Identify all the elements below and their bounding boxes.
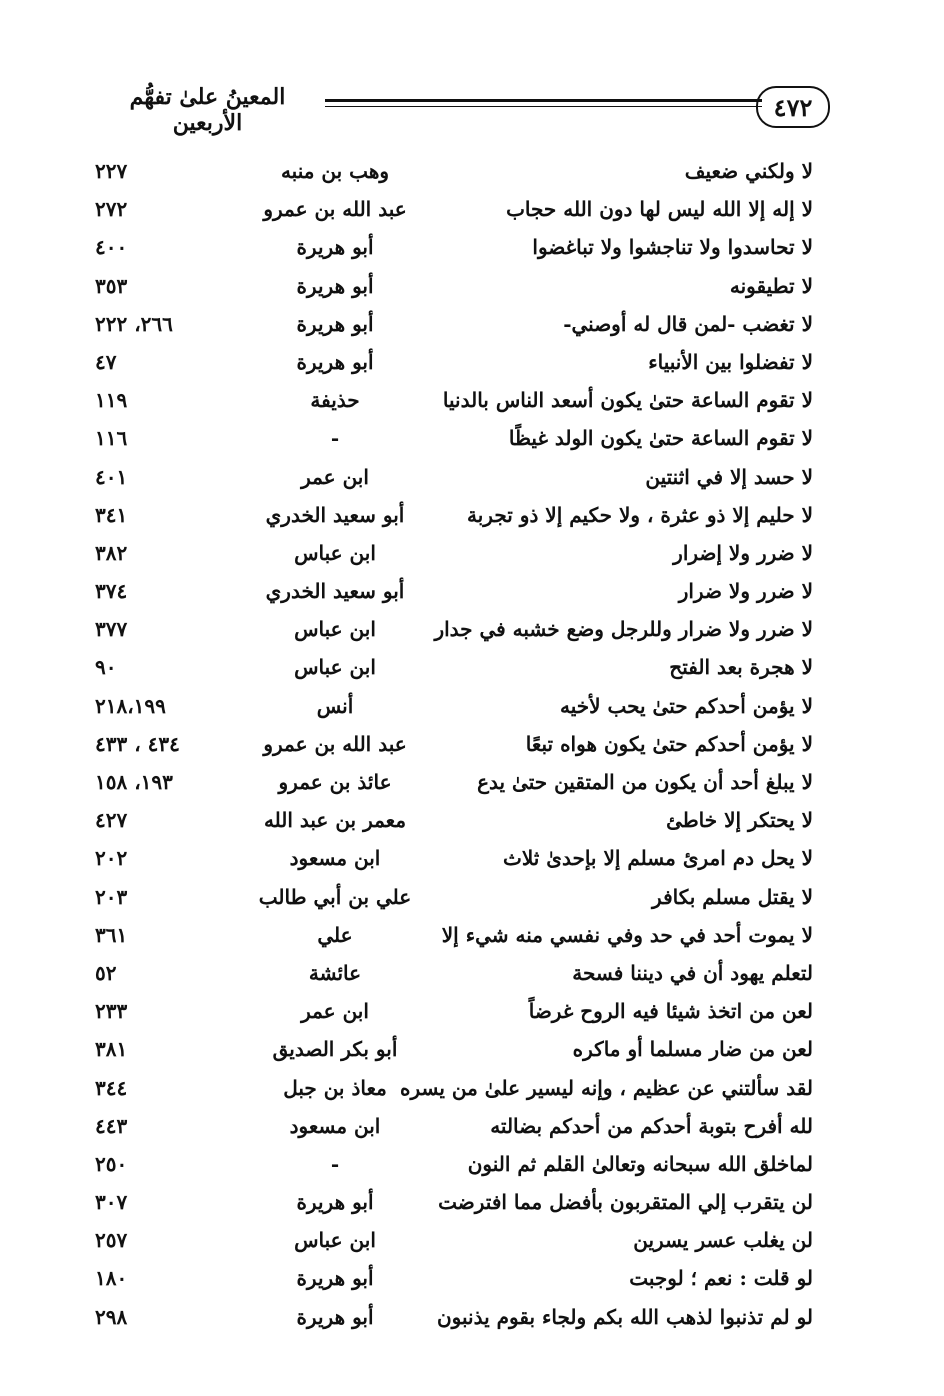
hadith-text: لا إله إلا الله ليس لها دون الله حجاب	[506, 197, 813, 222]
page-refs: ٢٥٧	[95, 1228, 128, 1253]
hadith-text: لو لم تذنبوا لذهب الله بكم ولجاء بقوم يذنبون	[436, 1304, 813, 1329]
index-row	[95, 1260, 825, 1298]
hadith-text: لا هجرة بعد الفتح	[669, 655, 813, 680]
index-row	[95, 497, 825, 535]
index-row	[95, 764, 825, 802]
hadith-text: لا تقوم الساعة حتىٰ يكون أسعد الناس بالدنيا	[442, 388, 813, 413]
index-row	[95, 840, 825, 878]
hadith-index-list	[95, 153, 825, 1337]
index-row	[95, 1222, 825, 1260]
index-row	[95, 420, 825, 458]
index-row	[95, 802, 825, 840]
hadith-text: لا يحتكر إلا خاطئ	[666, 808, 813, 833]
index-row	[95, 268, 825, 306]
index-row	[95, 1070, 825, 1108]
index-row	[95, 344, 825, 382]
page-refs: ٣٧٧	[95, 617, 128, 642]
page-refs: ٢٠٢	[95, 846, 128, 871]
hadith-text: لا يؤمن أحدكم حتىٰ يحب لأخيه	[559, 693, 813, 718]
narrator-name: أبو هريرة	[296, 349, 374, 374]
narrator-name: ابن عباس	[294, 1228, 376, 1253]
page-refs: ٤٠١	[95, 464, 128, 489]
index-row	[95, 993, 825, 1031]
hadith-text: لا يؤمن أحدكم حتىٰ يكون هواه تبعًا	[525, 731, 813, 756]
hadith-text: لا يقتل مسلم بكافر	[652, 884, 813, 909]
page-refs: ٣٠٧	[95, 1190, 128, 1215]
narrator-name: ابن عمر	[301, 464, 369, 489]
page-refs: ١١٩	[95, 388, 128, 413]
hadith-text: لماخلق الله سبحانه وتعالىٰ القلم ثم النون	[467, 1151, 813, 1176]
page-refs: ١٨٠	[95, 1266, 128, 1291]
narrator-name: عبد الله بن عمرو	[263, 197, 407, 222]
page-refs: ٣٨١	[95, 1037, 128, 1062]
narrator-name: أنس	[316, 693, 354, 718]
narrator-name: حذيفة	[310, 388, 360, 413]
index-row	[95, 1146, 825, 1184]
index-row	[95, 1184, 825, 1222]
index-row	[95, 573, 825, 611]
index-row	[95, 955, 825, 993]
index-row	[95, 535, 825, 573]
narrator-name: أبو هريرة	[296, 1304, 374, 1329]
page-refs: ٢١٨،١٩٩	[95, 693, 166, 718]
index-row	[95, 382, 825, 420]
page-refs: ٢٠٣	[95, 884, 128, 909]
hadith-text: لن يتقرب إلي المتقربون بأفضل مما افترضت	[438, 1190, 813, 1215]
page-refs: ٢٩٨	[95, 1304, 128, 1329]
page-refs: ٥٢	[95, 960, 117, 985]
narrator-name: ابن مسعود	[289, 1113, 381, 1138]
hadith-text: لا تقوم الساعة حتىٰ يكون الولد غيظًا	[508, 426, 813, 451]
narrator-name: وهب بن منبه	[280, 159, 390, 183]
hadith-text: لا ضرر ولا ضرار	[678, 579, 813, 604]
index-row	[95, 153, 825, 191]
narrator-name: أبو هريرة	[296, 235, 374, 260]
header-rule	[325, 99, 762, 107]
hadith-text: لا ضرر ولا إضرار	[673, 540, 813, 565]
narrator-name: ابن مسعود	[289, 846, 381, 871]
index-row	[95, 229, 825, 267]
page-refs: ٢٢٧	[95, 159, 128, 183]
narrator-name: -	[330, 426, 340, 451]
narrator-name: أبو هريرة	[296, 1266, 374, 1291]
narrator-name: معاذ بن جبل	[283, 1075, 387, 1100]
page-refs: ٢٥٠	[95, 1151, 128, 1176]
index-row	[95, 688, 825, 726]
hadith-text: لا حليم إلا ذو عثرة ، ولا حكيم إلا ذو تجربة	[467, 502, 813, 527]
hadith-text: لا ولكني ضعيف	[684, 159, 813, 183]
hadith-text: لا يحل دم امرئ مسلم إلا بإحدىٰ ثلاث	[503, 846, 813, 871]
page-refs: ٣٤٤	[95, 1075, 128, 1100]
hadith-text: لا تفضلوا بين الأنبياء	[648, 349, 813, 374]
hadith-text: لا يموت أحد في حد وفي نفسي منه شيء إلا	[441, 922, 813, 947]
narrator-name: ابن عمر	[301, 999, 369, 1024]
book-title: المعينُ علىٰ تفهُّم الأربعين	[129, 84, 286, 136]
narrator-name: أبو هريرة	[296, 311, 374, 336]
narrator-name: ابن عباس	[294, 655, 376, 680]
page-refs: ٩٠	[95, 655, 117, 680]
narrator-name: عائشة	[308, 960, 362, 985]
narrator-name: علي بن أبي طالب	[258, 884, 412, 909]
hadith-text: لا يبلغ أحد أن يكون من المتقين حتىٰ يدع	[477, 770, 813, 794]
page-refs: ٢٣٣	[95, 999, 128, 1024]
hadith-text: لا تطيقونه	[729, 273, 813, 298]
hadith-text: لا ضرر ولا ضرار وللرجل وضع خشبه في جدار	[434, 617, 813, 642]
narrator-name: معمر بن عبد الله	[263, 808, 407, 833]
narrator-name: -	[330, 1151, 340, 1176]
page-refs: ٢٦٦، ٢٢٢	[95, 311, 173, 336]
narrator-name: أبو هريرة	[296, 1190, 374, 1215]
page-refs: ٣٨٢	[95, 540, 128, 565]
narrator-name: علي	[317, 922, 353, 947]
page-refs: ١٩٣، ١٥٨	[95, 770, 173, 794]
page-refs: ٤٤٣	[95, 1113, 128, 1138]
index-row	[95, 611, 825, 649]
index-row	[95, 306, 825, 344]
index-row	[95, 649, 825, 687]
hadith-text: لتعلم يهود أن في ديننا فسحة	[572, 960, 813, 985]
narrator-name: ابن عباس	[294, 617, 376, 642]
narrator-name: أبو بكر الصديق	[272, 1037, 398, 1062]
index-row	[95, 1031, 825, 1069]
narrator-name: أبو سعيد الخدري	[265, 579, 405, 604]
narrator-name: ابن عباس	[294, 540, 376, 565]
hadith-text: لا تغضب -لمن قال له أوصني-	[563, 311, 813, 336]
page-refs: ٣٤١	[95, 502, 128, 527]
page-refs: ٤٠٠	[95, 235, 128, 260]
narrator-name: عبد الله بن عمرو	[263, 731, 407, 756]
page-refs: ٤٧	[95, 349, 117, 374]
narrator-name: أبو سعيد الخدري	[265, 502, 405, 527]
page-header	[95, 78, 830, 136]
index-row	[95, 459, 825, 497]
page-refs: ٤٣٤ ، ٤٣٣	[95, 731, 180, 756]
page-refs: ٣٧٤	[95, 579, 128, 604]
hadith-text: لو قلت : نعم ؛ لوجبت	[629, 1266, 813, 1291]
hadith-text: لقد سألتني عن عظيم ، وإنه ليسير علىٰ من يسره	[400, 1075, 813, 1100]
index-row	[95, 726, 825, 764]
hadith-text: لا تحاسدوا ولا تناجشوا ولا تباغضوا	[532, 235, 813, 260]
page-refs: ٣٥٣	[95, 273, 128, 298]
index-row	[95, 879, 825, 917]
page-number: ٤٧٢	[756, 86, 830, 128]
index-row	[95, 1108, 825, 1146]
hadith-text: لن يغلب عسر يسرين	[633, 1228, 813, 1253]
narrator-name: أبو هريرة	[296, 273, 374, 298]
page-refs: ١١٦	[95, 426, 128, 451]
page-refs: ٣٦١	[95, 922, 128, 947]
hadith-text: لعن من اتخذ شيئا فيه الروح غرضاً	[528, 999, 813, 1024]
hadith-text: لله أفرح بتوبة أحدكم من أحدكم بضالته	[490, 1113, 813, 1138]
hadith-text: لعن من ضار مسلما أو ماكره	[572, 1037, 813, 1062]
page-refs: ٤٢٧	[95, 808, 128, 833]
index-row	[95, 191, 825, 229]
index-row	[95, 1299, 825, 1337]
page-refs: ٢٧٢	[95, 197, 128, 222]
narrator-name: عائذ بن عمرو	[278, 770, 392, 794]
index-row	[95, 917, 825, 955]
hadith-text: لا حسد إلا في اثنتين	[645, 464, 813, 489]
